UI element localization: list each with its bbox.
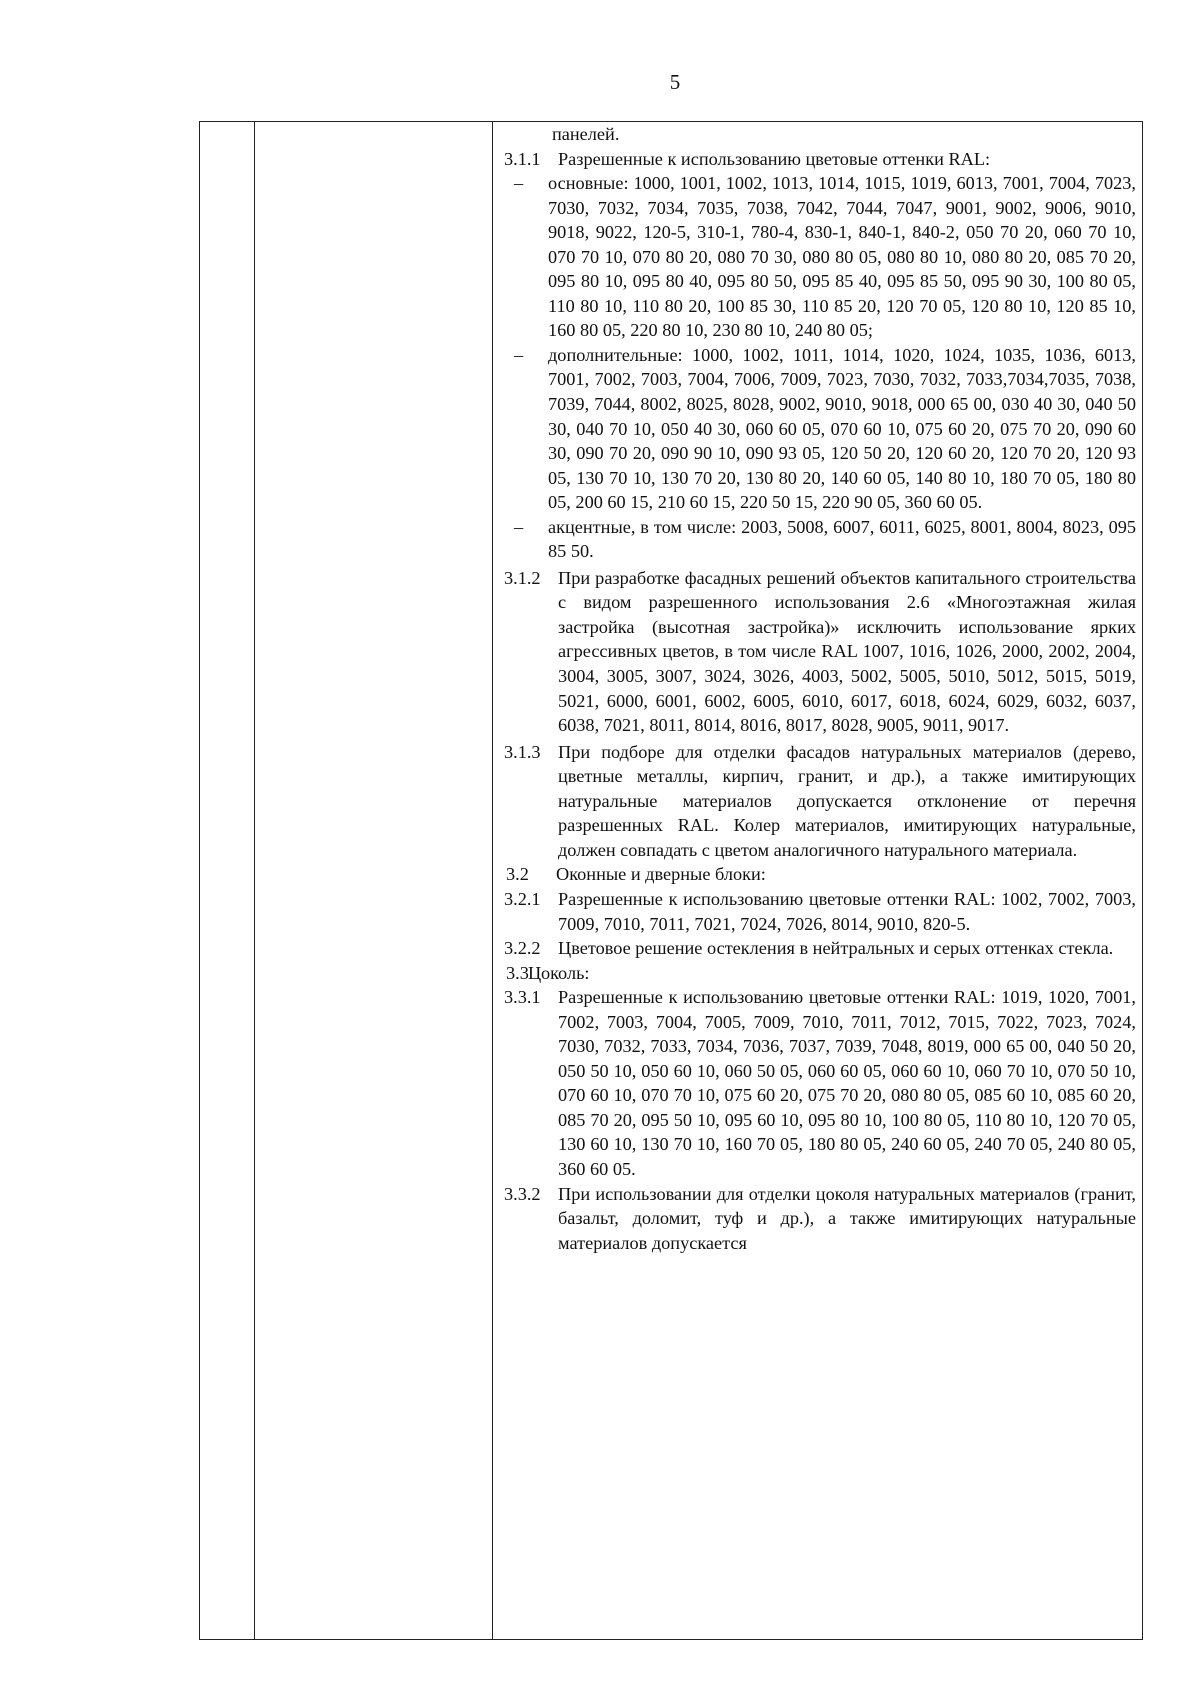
dash-bullet: – [514,516,524,537]
clause-text: Разрешенные к использованию цветовые оттенки RAL: 1019, 1020, 7001, 7002, 7003, 7004, 7005, 7009, 7010, 7011, 7012, 7015, 7022, 7023, 7024, 7030, 7032, 7033, 7034, 7036, 7037, 7039, 7048, 8019, 000 65 00, 040 50 20, 050 50 10, 050 60 10, 060 50 05, 060 60 05, 060 60 10, 060 70 10, 070 50 10, 070 60 10, 070 70 10, 075 60 20, 075 70 20, 080 80 05, 085 60 10, 085 60 20, 085 70 20, 095 50 10, 095 60 10, 095 80 10, 100 80 05, 110 80 10, 120 70 05, 130 60 10, 130 70 10, 160 70 05, 180 80 05, 240 60 05, 240 70 05, 240 80 05, 360 60 05. [558,987,1136,1179]
clause-number: 3.2.1 [504,888,541,909]
clause-number: 3.1.1 [504,148,541,169]
section-3-2 [500,862,1136,887]
clause-text: Разрешенные к использованию цветовые оттенки RAL: [558,148,991,169]
clause-3-2-1 [500,887,1136,936]
list-item-text: акцентные, в том числе: 2003, 5008, 6007, 6011, 6025, 8001, 8004, 8023, 095 85 50. [548,516,1136,562]
clause-text: Цветовое решение остекления в нейтральных и серых оттенках стекла. [558,938,1114,959]
continuation-text: панелей. [552,124,620,144]
content-column [500,122,1136,1255]
clause-text: Разрешенные к использованию цветовые оттенки RAL: 1002, 7002, 7003, 7009, 7010, 7011, 7021, 7024, 7026, 8014, 9010, 820-5. [558,888,1136,934]
clause-number: 3.3.1 [504,987,541,1008]
clause-text: При подборе для отделки фасадов натуральных материалов (дерево, цветные металлы, кирпич, гранит, и др.), а также имитирующих натуральные материалов допускается отклонение от перечня разрешенных RAL. Колер материалов, имитирующих натуральные, должен совпадать с цветом аналогичного натурального материала. [558,741,1136,860]
clause-number: 3.3.2 [504,1183,541,1204]
clause-3-1-3 [500,740,1136,863]
document-table [199,121,1143,1640]
clause-number: 3.1.2 [504,567,541,588]
clause-text: При разработке фасадных решений объектов капитального строительства с видом разрешенного использования 2.6 «Многоэтажная жилая застройка (высотная застройка)» исключить использование ярких агрессивных цветов, в том числе RAL 1007, 1016, 1026, 2000, 2002, 2004, 3004, 3005, 3007, 3024, 3026, 4003, 5002, 5005, 5010, 5012, 5015, 5019, 5021, 6000, 6001, 6002, 6005, 6010, 6017, 6018, 6024, 6029, 6032, 6037, 6038, 7021, 8011, 8014, 8016, 8017, 8028, 9005, 9011, 9017. [558,567,1136,736]
section-number: 3.2 [506,864,529,885]
section-title: Оконные и дверные блоки: [556,864,766,885]
clause-3-2-2 [500,936,1136,961]
dash-bullet: – [514,344,524,365]
section-3-3 [500,961,1136,986]
clause-number: 3.1.3 [504,741,541,762]
list-item-main-colors [500,171,1136,343]
clause-number: 3.2.2 [504,938,541,959]
clause-3-1-2 [500,566,1136,738]
list-item-text: дополнительные: 1000, 1002, 1011, 1014, 1020, 1024, 1035, 1036, 6013, 7001, 7002, 7003, 7004, 7006, 7009, 7023, 7030, 7032, 7033,7034,7035, 7038, 7039, 7044, 8002, 8025, 8028, 9002, 9010, 9018, 000 65 00, 030 40 30, 040 50 30, 040 70 10, 050 40 30, 060 60 05, 070 60 10, 075 60 20, 075 70 20, 090 60 30, 090 70 20, 090 90 10, 090 93 05, 120 50 20, 120 60 20, 120 70 20, 120 93 05, 130 70 10, 130 70 20, 130 80 20, 140 60 05, 140 80 10, 180 70 05, 180 80 05, 200 60 15, 210 60 15, 220 50 15, 220 90 05, 360 60 05. [548,344,1136,513]
page-number: 5 [669,70,681,94]
dash-bullet: – [514,173,524,194]
section-number: 3.3 [506,962,529,983]
column-divider [492,122,493,1639]
clause-3-1-1 [500,147,1136,172]
clause-3-3-1 [500,985,1136,1181]
clause-3-3-2 [500,1182,1136,1256]
section-title: Цоколь: [528,962,590,983]
list-item-accent-colors [500,515,1136,564]
list-item-text: основные: 1000, 1001, 1002, 1013, 1014, 1015, 1019, 6013, 7001, 7004, 7023, 7030, 7032, 7034, 7035, 7038, 7042, 7044, 7047, 9001, 9002, 9006, 9010, 9018, 9022, 120-5, 310-1, 780-4, 830-1, 840-1, 840-2, 050 70 20, 060 70 10, 070 70 10, 070 80 20, 080 70 30, 080 80 05, 080 80 10, 080 80 20, 085 70 20, 095 80 10, 095 80 40, 095 80 50, 095 85 40, 095 85 50, 095 90 30, 100 80 05, 110 80 10, 110 80 20, 100 85 30, 110 85 20, 120 70 05, 120 80 10, 120 85 10, 160 80 05, 220 80 10, 230 80 10, 240 80 05; [548,173,1136,341]
column-divider [254,122,255,1639]
list-item-additional-colors [500,343,1136,515]
clause-text: При использовании для отделки цоколя натуральных материалов (гранит, базальт, доломит, туф и др.), а также имитирующих натуральные материалов допускается [558,1183,1136,1253]
